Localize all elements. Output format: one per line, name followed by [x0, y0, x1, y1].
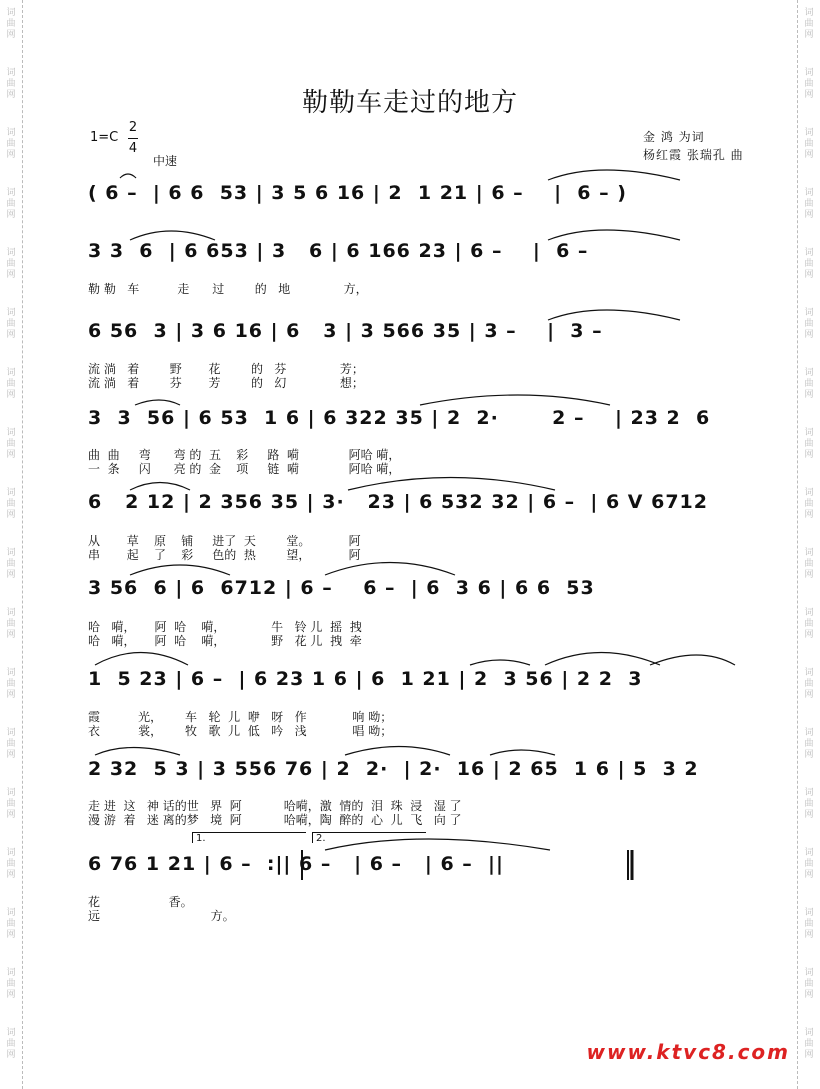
lyric-line: 远 方。	[88, 909, 235, 923]
lyric-line: 串 起 了 彩 色的 热 望， 阿	[88, 548, 361, 562]
lyric-line: 勒 勒 车 走 过 的 地 方，	[88, 282, 368, 296]
staff-line	[88, 668, 748, 696]
staff-line	[88, 577, 748, 605]
note-row: 6 76 1 21 | 6 – :|| 6 – | 6 – | 6 – ||	[88, 853, 504, 875]
watermark-glyph-group: 词 曲 网	[804, 248, 814, 280]
watermark-glyph-group: 词 曲 网	[804, 308, 814, 340]
composer-credit: 杨红霞 张瑞孔 曲	[643, 148, 744, 162]
staff-line	[88, 853, 748, 881]
watermark-glyph-group: 词 曲 网	[6, 728, 16, 760]
watermark-glyph-group: 词 曲 网	[804, 908, 814, 940]
note-row: 3 3 6 | 6 653 | 3 6 | 6 166 23 | 6 – | 6 –	[88, 240, 589, 262]
watermark-glyph-group: 词 曲 网	[6, 548, 16, 580]
time-signature	[128, 118, 138, 159]
watermark-glyph-group: 词 曲 网	[6, 848, 16, 880]
watermark-glyph-group: 词 曲 网	[6, 968, 16, 1000]
watermark-glyph-group: 词 曲 网	[804, 548, 814, 580]
watermark-glyph-group: 词 曲 网	[6, 428, 16, 460]
note-row: 6 2 12 | 2 356 35 | 3· 23 | 6 532 32 | 6 – | 6 V 6712	[88, 491, 708, 513]
lyric-line: 花 香。	[88, 895, 193, 909]
watermark-glyph-group: 词 曲 网	[6, 248, 16, 280]
watermark-glyph-group: 词 曲 网	[804, 848, 814, 880]
watermark-glyph-group: 词 曲 网	[804, 188, 814, 220]
watermark-glyph-group: 词 曲 网	[6, 488, 16, 520]
lyricist-credit: 金 鸿 为词	[643, 130, 705, 144]
note-row: 3 56 6 | 6 6712 | 6 – 6 – | 6 3 6 | 6 6 53	[88, 577, 595, 599]
watermark-glyph-group: 词 曲 网	[804, 668, 814, 700]
watermark-glyph-group: 词 曲 网	[6, 788, 16, 820]
time-numerator: 2	[128, 120, 138, 135]
watermark-glyph-group: 词 曲 网	[6, 608, 16, 640]
watermark-glyph-group: 词 曲 网	[804, 428, 814, 460]
watermark-glyph-group: 词 曲 网	[6, 908, 16, 940]
watermark-glyph-group: 词 曲 网	[6, 668, 16, 700]
key-signature: 1=C	[90, 130, 119, 145]
lyric-line: 流 淌 着 芬 芳 的 幻 想；	[88, 376, 364, 390]
watermark-glyph-group: 词 曲 网	[804, 608, 814, 640]
tempo-marking: 中速	[153, 154, 178, 168]
watermark-glyph-group: 词 曲 网	[804, 488, 814, 520]
lyric-line: 漫 游 着 迷 离的梦 境 阿 哈嗬，陶 醉的 心 儿 飞 向 了	[88, 813, 462, 827]
lyric-line: 哈 嗬， 阿 哈 嗬， 牛 铃 儿 摇 拽	[88, 620, 362, 634]
lyric-line: 一 条 闪 亮 的 金 项 链 嗬 阿哈 嗬，	[88, 462, 401, 476]
staff-line	[88, 240, 748, 268]
watermark-glyph-group: 词 曲 网	[804, 728, 814, 760]
lyric-line: 霞 光， 车 轮 儿 咿 呀 作 响 呦；	[88, 710, 393, 724]
note-row: ( 6 – | 6 6 53 | 3 5 6 16 | 2 1 21 | 6 – | 6 – )	[88, 182, 627, 204]
watermark-glyph-group: 词 曲 网	[804, 68, 814, 100]
watermark-glyph-group: 词 曲 网	[6, 368, 16, 400]
watermark-glyph-group: 词 曲 网	[804, 968, 814, 1000]
watermark-glyph-group: 词 曲 网	[804, 788, 814, 820]
staff-line	[88, 491, 748, 519]
staff-line	[88, 407, 748, 435]
lyric-line: 走 进 这 神 话的世 界 阿 哈嗬，激 情的 泪 珠 浸 湿 了	[88, 799, 462, 813]
note-row: 3 3 56 | 6 53 1 6 | 6 322 35 | 2 2· 2 – | 23 2 6	[88, 407, 711, 429]
credits	[643, 128, 744, 164]
watermark-glyph-group: 词 曲 网	[6, 308, 16, 340]
watermark-glyph-group: 词 曲 网	[804, 1028, 814, 1060]
lyric-line: 流 淌 着 野 花 的 芬 芳；	[88, 362, 364, 376]
website-watermark: www.ktvc8.com	[586, 1040, 790, 1064]
time-denominator: 4	[128, 138, 138, 159]
staff-line	[88, 758, 748, 786]
note-row: 1 5 23 | 6 – | 6 23 1 6 | 6 1 21 | 2 3 56 | 2 2 3	[88, 668, 643, 690]
watermark-glyph-group: 词 曲 网	[804, 8, 814, 40]
song-title: 勒勒车走过的地方	[301, 88, 518, 118]
watermark-glyph-group: 词 曲 网	[6, 188, 16, 220]
watermark-glyph-group: 词 曲 网	[6, 128, 16, 160]
staff-line	[88, 320, 748, 348]
volta-1: 1.	[192, 832, 306, 843]
lyric-line: 从 草 原 铺 进了 天 堂。 阿	[88, 534, 361, 548]
watermark-glyph-group: 词 曲 网	[6, 1028, 16, 1060]
watermark-glyph-group: 词 曲 网	[6, 68, 16, 100]
staff-line	[88, 182, 748, 210]
volta-2: 2.	[312, 832, 426, 843]
lyric-line: 衣 裳， 牧 歌 儿 低 吟 浅 唱 呦；	[88, 724, 393, 738]
watermark-glyph-group: 词 曲 网	[804, 128, 814, 160]
note-row: 2 32 5 3 | 3 556 76 | 2 2· | 2· 16 | 2 65 1 6 | 5 3 2	[88, 758, 699, 780]
lyric-line: 曲 曲 弯 弯 的 五 彩 路 嗬 阿哈 嗬，	[88, 448, 401, 462]
watermark-glyph-group: 词 曲 网	[6, 8, 16, 40]
watermark-glyph-group: 词 曲 网	[804, 368, 814, 400]
note-row: 6 56 3 | 3 6 16 | 6 3 | 3 566 35 | 3 – | 3 –	[88, 320, 603, 342]
lyric-line: 哈 嗬， 阿 哈 嗬， 野 花 儿 拽 牵	[88, 634, 362, 648]
